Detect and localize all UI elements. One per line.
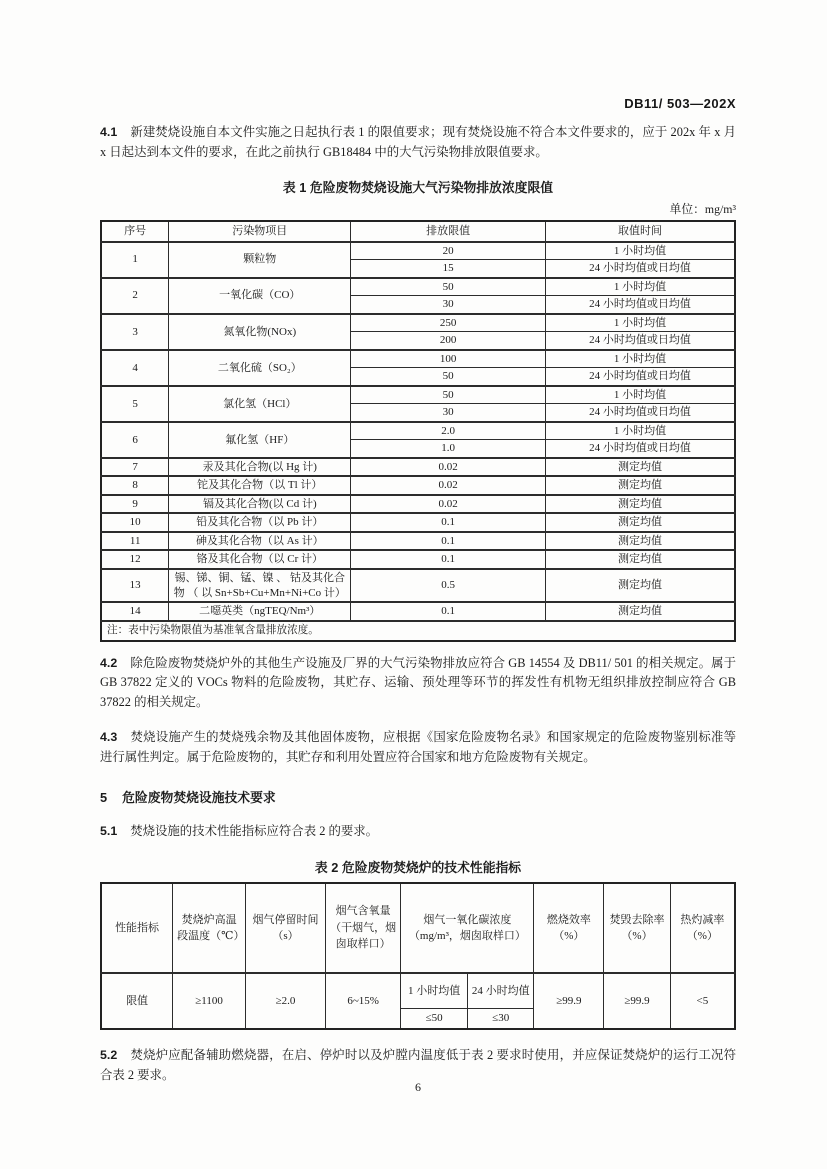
- table-row: [101, 602, 735, 621]
- cell-seq: 6: [101, 422, 169, 458]
- cell-limit: 0.1: [351, 602, 546, 621]
- cell-time: 测定均值: [545, 569, 735, 602]
- clause-4-1: [100, 123, 736, 162]
- table-row: [101, 278, 735, 296]
- cell-time: 24 小时均值或日均值: [545, 368, 735, 386]
- table-row: [101, 569, 735, 602]
- cell-time: 1 小时均值: [545, 314, 735, 332]
- cell-time: 1 小时均值: [545, 422, 735, 440]
- cell-co-1h-value: ≤50: [401, 1009, 468, 1030]
- table-row: [101, 476, 735, 495]
- table-row: [101, 495, 735, 514]
- table-row: [101, 458, 735, 477]
- cell-seq: 9: [101, 495, 169, 514]
- cell-co-24h-value: ≤30: [467, 1009, 534, 1030]
- table1-emission-limits: [100, 220, 736, 641]
- cell-destruction-rate: ≥99.9: [604, 973, 671, 1029]
- cell-limit: 0.1: [351, 550, 546, 569]
- col-header-co: 烟气一氧化碳浓度（mg/m³，烟囱取样口）: [401, 883, 534, 973]
- clause-5-2-number: 5.2: [100, 1048, 118, 1063]
- cell-limit: 15: [351, 260, 546, 278]
- cell-time: 24 小时均值或日均值: [545, 260, 735, 278]
- cell-oxygen: 6~15%: [325, 973, 400, 1029]
- clause-4-1-text: 新建焚烧设施自本文件实施之日起执行表 1 的限值要求；现有焚烧设施不符合本文件要求的，应于 202x 年 x 月 x 日起达到本文件的要求，在此之前执行 GB18484 中的大气污染物排放限值要求。: [100, 125, 736, 159]
- clause-5-1-number: 5.1: [100, 824, 118, 839]
- table1-title: 表 1 危险废物焚烧设施大气污染物排放浓度限值: [282, 180, 554, 196]
- cell-limit: 200: [351, 332, 546, 350]
- cell-time: 测定均值: [545, 495, 735, 514]
- cell-time: 1 小时均值: [545, 278, 735, 296]
- cell-seq: 10: [101, 513, 169, 532]
- cell-time: 24 小时均值或日均值: [545, 296, 735, 314]
- cell-seq: 4: [101, 350, 169, 386]
- clause-5-1-text: 焚烧设施的技术性能指标应符合表 2 的要求。: [130, 824, 379, 839]
- cell-co-1h-label: 1 小时均值: [401, 973, 468, 1009]
- col-header-residence-time: 烟气停留时间（s）: [246, 883, 326, 973]
- cell-limit: 30: [351, 404, 546, 422]
- col-header-combustion-efficiency: 燃烧效率（%）: [534, 883, 604, 973]
- table-row: [101, 350, 735, 368]
- cell-time: 测定均值: [545, 458, 735, 477]
- cell-pollutant: 砷及其化合物（以 As 计）: [169, 532, 351, 551]
- cell-limit: 20: [351, 242, 546, 260]
- table-row: [101, 314, 735, 332]
- col-header-loss-on-ignition: 热灼减率（%）: [670, 883, 735, 973]
- col-header-indicator: 性能指标: [101, 883, 173, 973]
- cell-limit: 0.02: [351, 476, 546, 495]
- cell-limit: 0.02: [351, 495, 546, 514]
- table1-note-row: [101, 621, 735, 641]
- col-header-pollutant: 污染物项目: [169, 221, 351, 242]
- cell-seq: 12: [101, 550, 169, 569]
- cell-time: 1 小时均值: [545, 386, 735, 404]
- cell-pollutant: 镉及其化合物(以 Cd 计): [169, 495, 351, 514]
- clause-4-3: [100, 728, 736, 767]
- cell-time: 24 小时均值或日均值: [545, 440, 735, 458]
- cell-time: 1 小时均值: [545, 350, 735, 368]
- cell-pollutant: 汞及其化合物(以 Hg 计): [169, 458, 351, 477]
- cell-pollutant: 一氧化碳（CO）: [169, 278, 351, 314]
- clause-4-1-number: 4.1: [100, 125, 118, 139]
- cell-time: 测定均值: [545, 476, 735, 495]
- col-header-time: 取值时间: [545, 221, 735, 242]
- cell-limit: 2.0: [351, 422, 546, 440]
- col-header-seq: 序号: [101, 221, 169, 242]
- clause-4-3-number: 4.3: [100, 730, 118, 745]
- cell-time: 测定均值: [545, 550, 735, 569]
- table-row: [101, 513, 735, 532]
- cell-limit: 50: [351, 278, 546, 296]
- table2-performance-indicators: [100, 882, 736, 1030]
- cell-seq: 1: [101, 242, 169, 278]
- cell-pollutant: 锡、锑、铜、锰、镍 、 钴及其化合物 （ 以 Sn+Sb+Cu+Mn+Ni+Co 计）: [169, 569, 351, 602]
- cell-combustion-efficiency: ≥99.9: [534, 973, 604, 1029]
- clause-4-2-number: 4.2: [100, 655, 118, 670]
- cell-seq: 13: [101, 569, 169, 602]
- table1-header-row: [101, 221, 735, 242]
- table-row: [101, 242, 735, 260]
- clause-4-2-text: 除危险废物焚烧炉外的其他生产设施及厂界的大气污染物排放应符合 GB 14554 及 DB11/ 501 的相关规定。属于 GB 37822 定义的 VOCs 物料的危险废物，其贮存、运输、预处理等环节的挥发性有机物无组织排放控制应符合 GB 37822 的相关规定。: [100, 655, 736, 709]
- cell-residence-time: ≥2.0: [246, 973, 326, 1029]
- table1-unit-label: 单位：mg/m³: [669, 202, 736, 217]
- clause-5-2-text: 焚烧炉应配备辅助燃烧器，在启、停炉时以及炉膛内温度低于表 2 要求时使用，并应保证焚烧炉的运行工况符合表 2 要求。: [100, 1048, 736, 1082]
- cell-limit: 0.02: [351, 458, 546, 477]
- cell-time: 24 小时均值或日均值: [545, 332, 735, 350]
- cell-limit: 50: [351, 368, 546, 386]
- page-content: [100, 96, 736, 1085]
- cell-time: 24 小时均值或日均值: [545, 404, 735, 422]
- cell-limit: 1.0: [351, 440, 546, 458]
- cell-time: 测定均值: [545, 513, 735, 532]
- cell-seq: 7: [101, 458, 169, 477]
- cell-limit: 0.5: [351, 569, 546, 602]
- col-header-oxygen: 烟气含氧量（干烟气，烟囱取样口）: [325, 883, 400, 973]
- section-5-heading: [100, 787, 736, 806]
- table2-limit-row: [101, 973, 735, 1009]
- cell-pollutant: 铬及其化合物（以 Cr 计）: [169, 550, 351, 569]
- col-header-temperature: 焚烧炉高温段温度（℃）: [173, 883, 246, 973]
- table-row: [101, 386, 735, 404]
- cell-temperature: ≥1100: [173, 973, 246, 1029]
- table-row: [101, 422, 735, 440]
- cell-pollutant: 铊及其化合物（以 Tl 计）: [169, 476, 351, 495]
- cell-pollutant: 颗粒物: [169, 242, 351, 278]
- cell-pollutant: 二氧化硫（SO₂）: [169, 350, 351, 386]
- cell-co-24h-label: 24 小时均值: [467, 973, 534, 1009]
- cell-limit: 100: [351, 350, 546, 368]
- col-header-limit: 排放限值: [351, 221, 546, 242]
- clause-4-2: [100, 654, 736, 713]
- cell-seq: 5: [101, 386, 169, 422]
- cell-seq: 2: [101, 278, 169, 314]
- cell-pollutant: 氟化氢（HF）: [169, 422, 351, 458]
- page-number: 6: [415, 1080, 421, 1094]
- cell-limit: 0.1: [351, 513, 546, 532]
- clause-4-3-text: 焚烧设施产生的焚烧残余物及其他固体废物，应根据《国家危险废物名录》和国家规定的危险废物鉴别标准等进行属性判定。属于危险废物的，其贮存和利用处置应符合国家和地方危险废物有关规定。: [100, 730, 736, 764]
- cell-seq: 3: [101, 314, 169, 350]
- table-row: [101, 550, 735, 569]
- cell-limit: 50: [351, 386, 546, 404]
- cell-limit: 250: [351, 314, 546, 332]
- section-5-title: 危险废物焚烧设施技术要求: [122, 790, 276, 806]
- cell-pollutant: 氮氧化物(NOx): [169, 314, 351, 350]
- cell-seq: 11: [101, 532, 169, 551]
- cell-limit-label: 限值: [101, 973, 173, 1029]
- cell-time: 测定均值: [545, 532, 735, 551]
- section-5-number: 5: [100, 790, 108, 806]
- cell-limit: 0.1: [351, 532, 546, 551]
- cell-loss-on-ignition: <5: [670, 973, 735, 1029]
- table1-note: 注：表中污染物限值为基准氧含量排放浓度。: [101, 621, 735, 641]
- table-row: [101, 532, 735, 551]
- table2-header-row: [101, 883, 735, 973]
- cell-pollutant: 铅及其化合物（以 Pb 计）: [169, 513, 351, 532]
- cell-seq: 8: [101, 476, 169, 495]
- clause-5-1: [100, 822, 736, 842]
- cell-time: 测定均值: [545, 602, 735, 621]
- cell-pollutant: 二噁英类（ngTEQ/Nm³）: [169, 602, 351, 621]
- standard-code: DB11/ 503—202X: [624, 96, 736, 111]
- col-header-destruction-rate: 焚毁去除率（%）: [604, 883, 671, 973]
- table2-title: 表 2 危险废物焚烧炉的技术性能指标: [314, 860, 522, 876]
- cell-limit: 30: [351, 296, 546, 314]
- cell-time: 1 小时均值: [545, 242, 735, 260]
- cell-seq: 14: [101, 602, 169, 621]
- cell-pollutant: 氯化氢（HCl）: [169, 386, 351, 422]
